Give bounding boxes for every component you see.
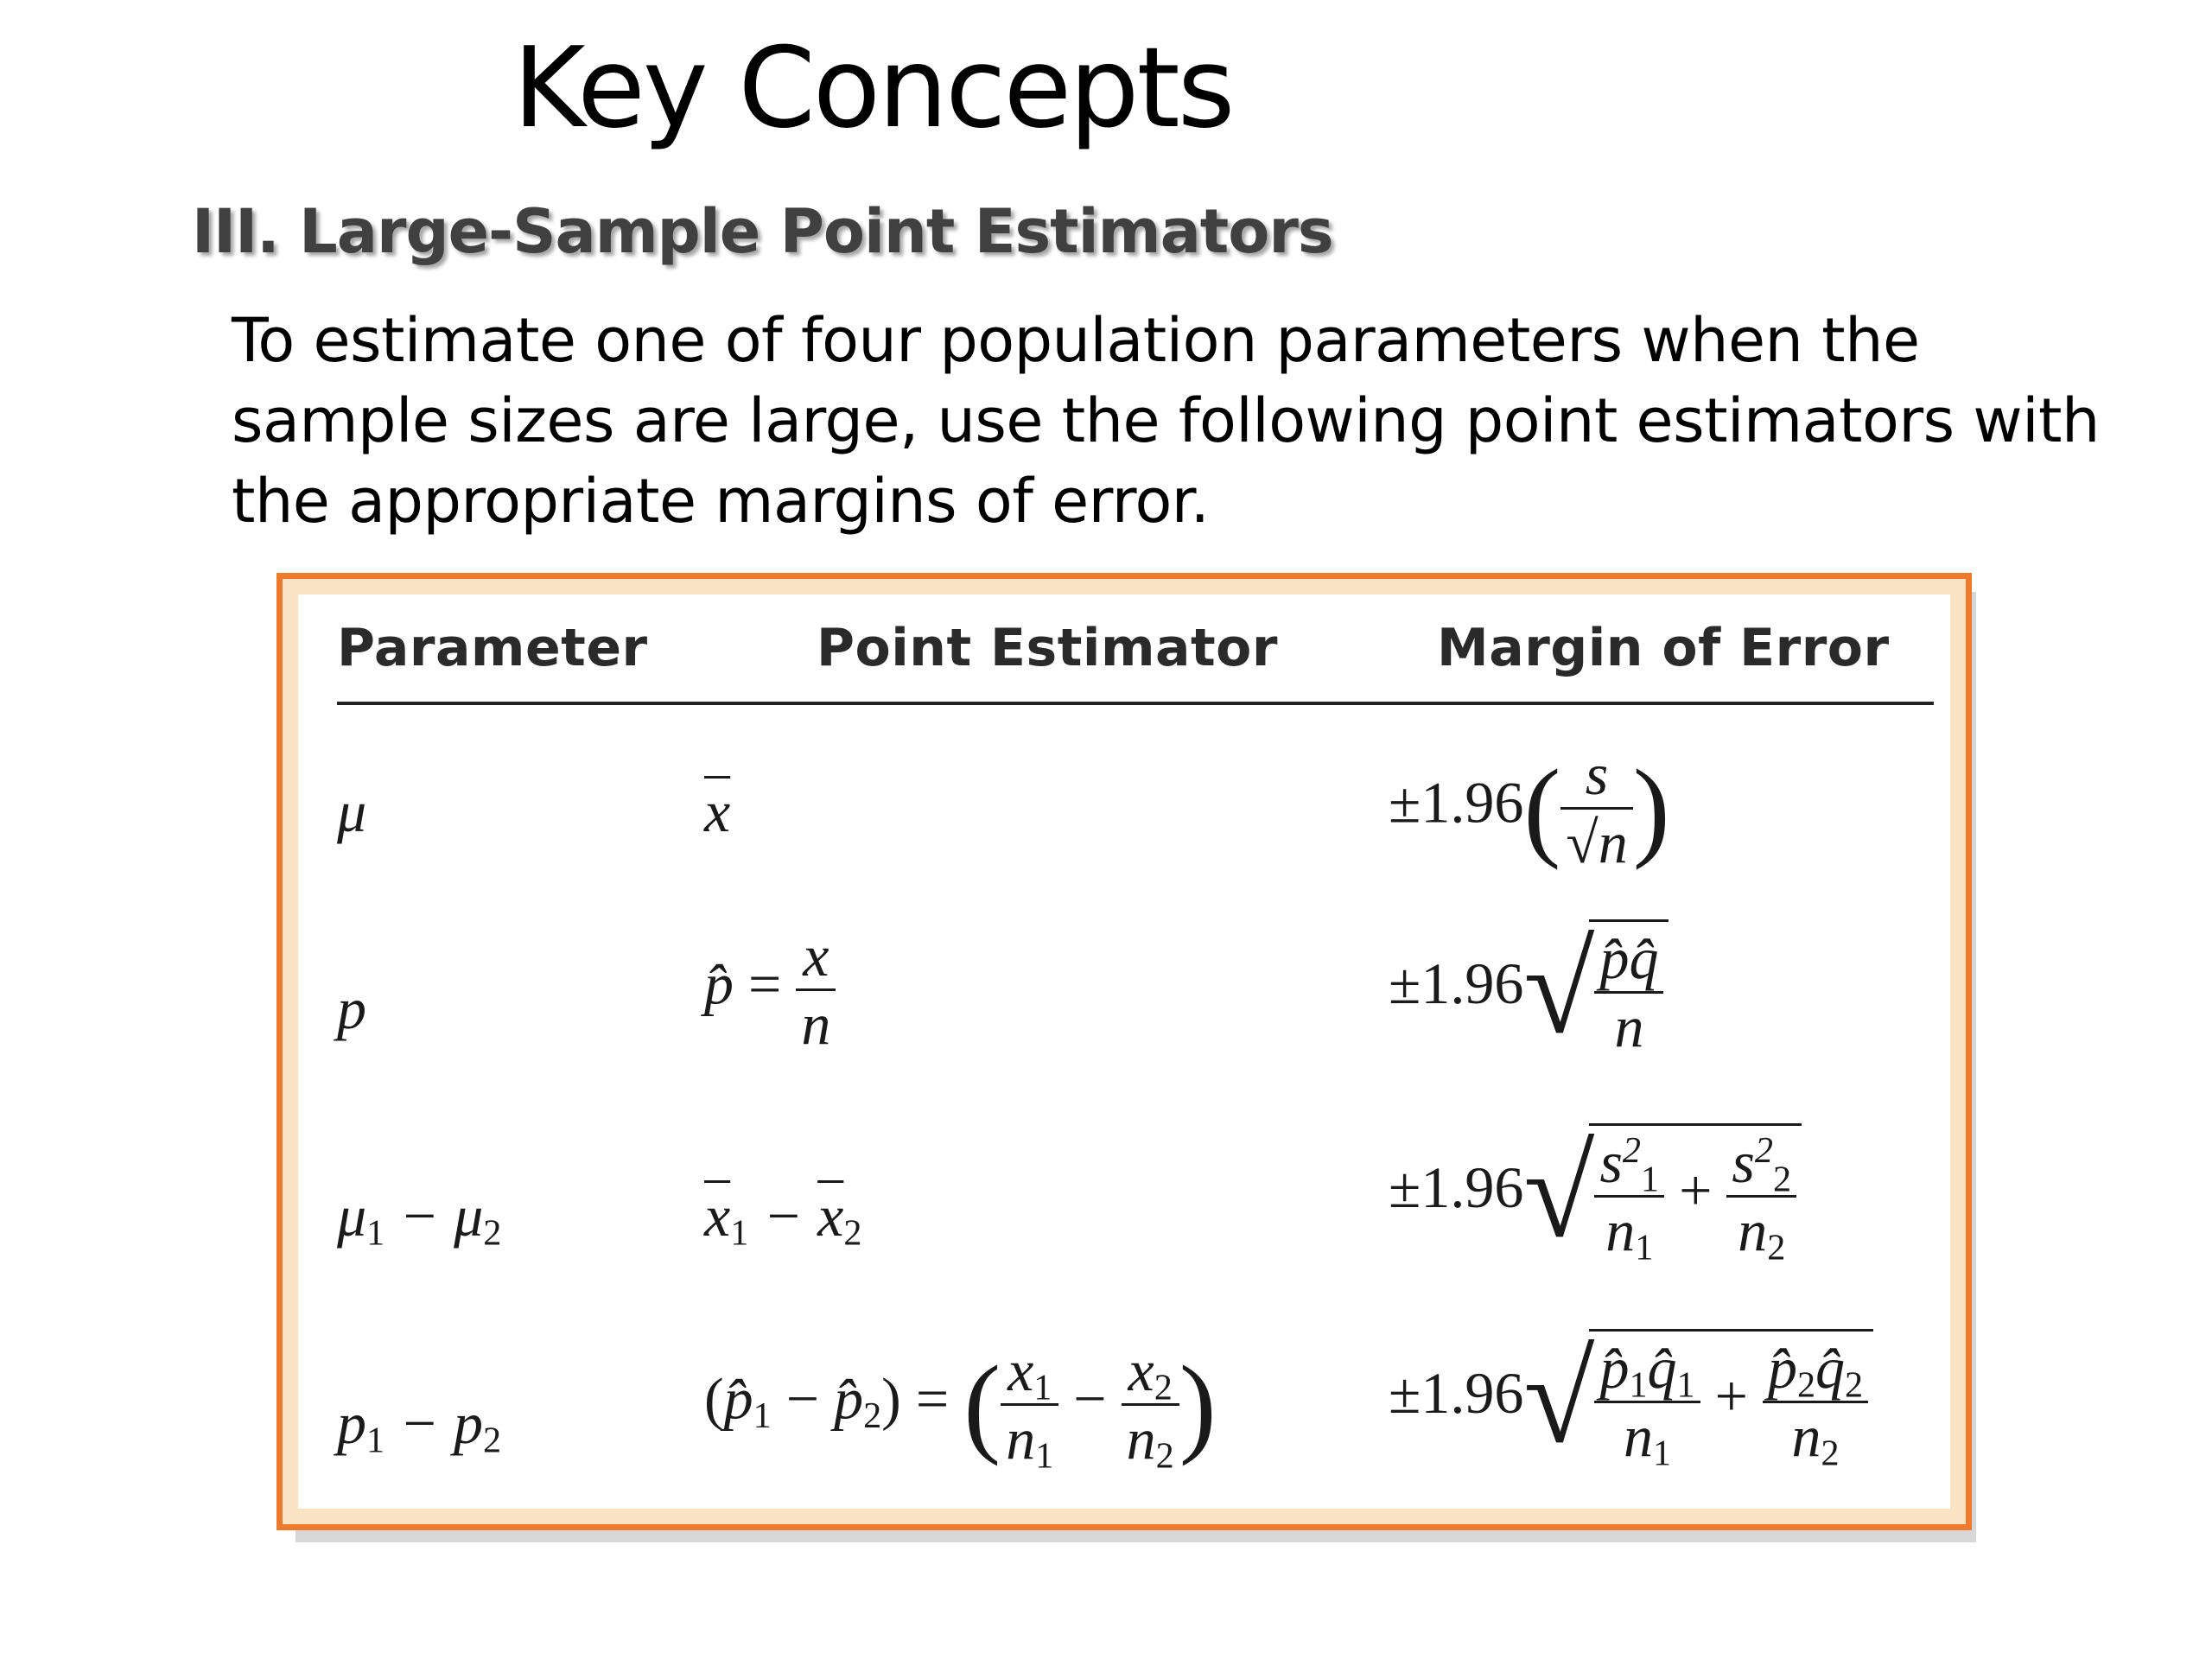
row2-estimator: p̂ = $\frac{x}{n}$ [704,923,836,1057]
row1-estimator: $\overline{x}$ [704,779,731,844]
margin-prefix: ±1.96 [1389,1359,1524,1426]
intro-line: To estimate one of four population parameters when the [232,305,1920,376]
header-point-estimator: Point Estimator [817,618,1278,678]
slide-title: Key Concepts [512,24,1233,153]
intro-line: the appropriate margins of error. [232,466,1210,537]
intro-paragraph [232,301,2133,542]
header-margin-of-error: Margin of Error [1437,618,1890,678]
intro-line: sample sizes are large, use the following point estimators with [232,385,2100,456]
section-heading: III. Large-Sample Point Estimators [192,196,1333,267]
row2-parameter: p [337,976,366,1041]
header-rule [337,702,1934,705]
row3-margin: ±1.96√ $\frac{s^2_1}{n_1}$ + $\frac{s^2_2}{n_2}$ [1389,1123,1802,1263]
row4-estimator: ($p̂_1$ − $p̂_2$) = ( $\frac{x_1}{n_1}$ − $\frac{x_2}{n_2}$ ) [704,1338,1217,1477]
row2-margin: ±1.96√ $\frac{p̂q̂}{n}$ [1389,919,1669,1059]
margin-prefix: ±1.96 [1389,769,1524,836]
header-parameter: Parameter [337,618,648,678]
margin-prefix: ±1.96 [1389,950,1524,1016]
row3-estimator: $\overline{x}_1 - \overline{x}_2$ [704,1183,862,1254]
row4-parameter: $p_1 - p_2$ [337,1390,502,1461]
estimators-table [298,594,1950,1509]
estimators-table-frame [276,573,1972,1530]
row3-parameter: $\mu_1 - \mu_2$ [337,1183,502,1254]
row4-margin: ±1.96√ $\frac{p̂_1q̂_1}{n_1}$ + $\frac{p̂_2q̂_2}{n_2}$ [1389,1329,1873,1469]
row1-margin: ±1.96( $\frac{s}{√n}$ ) [1389,741,1670,876]
row1-parameter: μ [337,779,367,844]
margin-prefix: ±1.96 [1389,1154,1524,1220]
